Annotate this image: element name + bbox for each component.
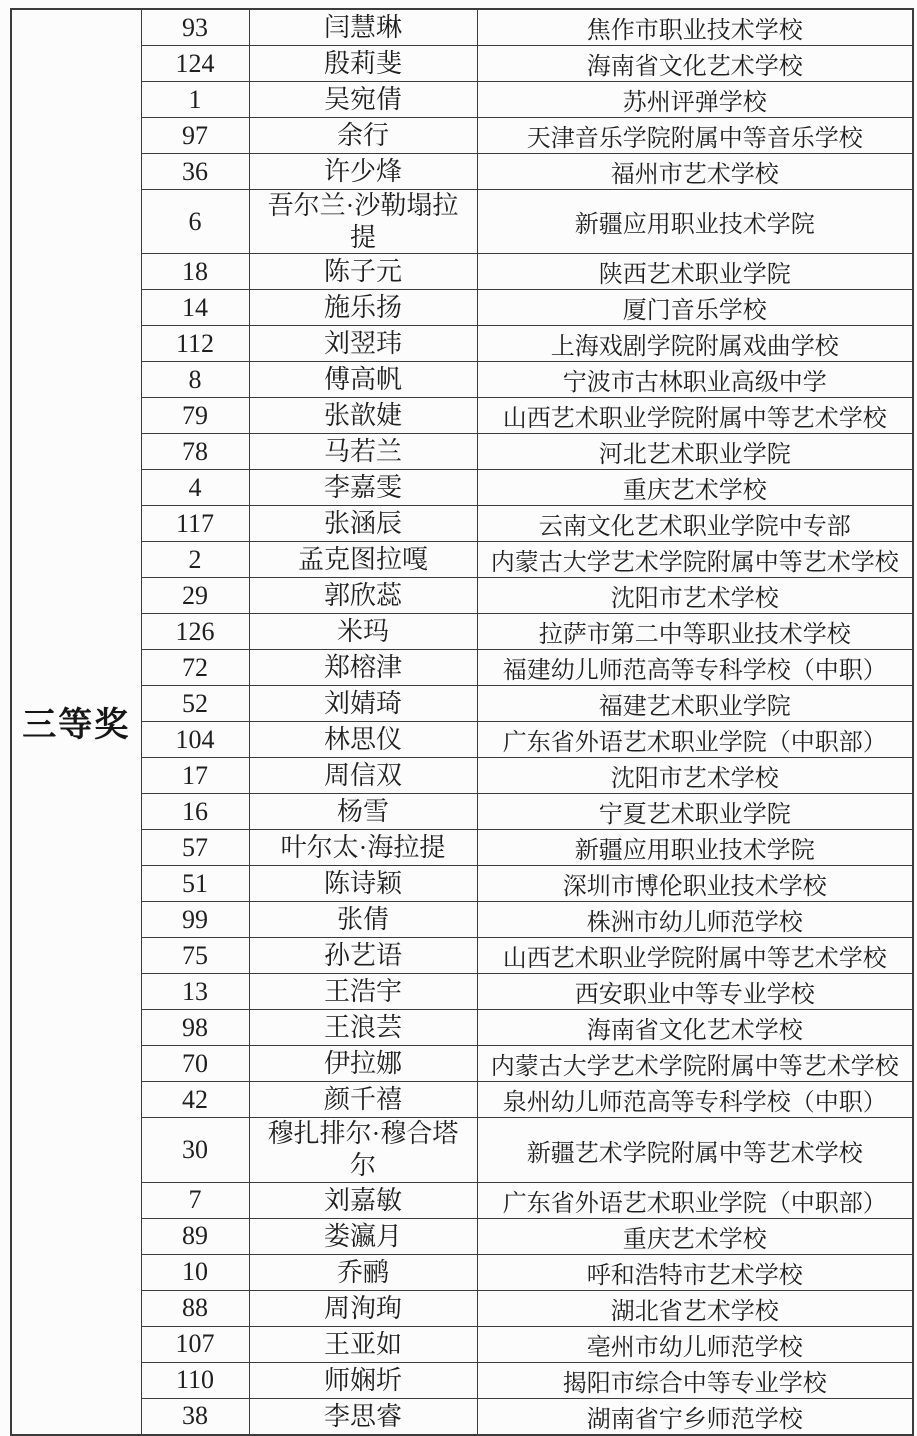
contestant-name: 乔鹂 <box>336 1257 389 1287</box>
row-school-cell: 天津音乐学院附属中等音乐学校 <box>477 118 913 154</box>
row-school-cell: 重庆艺术学校 <box>477 470 913 506</box>
row-school-cell: 海南省文化艺术学校 <box>477 46 913 82</box>
award-group-label: 三等奖 <box>11 9 141 1435</box>
row-school-cell: 亳州市幼儿师范学校 <box>477 1326 913 1362</box>
contestant-name: 陈子元 <box>323 257 402 287</box>
table-row <box>11 362 913 398</box>
row-name-cell <box>249 686 477 722</box>
row-name-cell <box>249 118 477 154</box>
row-number-cell: 75 <box>141 938 249 974</box>
row-number-cell: 8 <box>141 362 249 398</box>
table-row <box>11 190 913 254</box>
row-number-cell: 10 <box>141 1254 249 1290</box>
contestant-name: 林思仪 <box>323 725 402 755</box>
row-name-cell <box>249 434 477 470</box>
table-row <box>11 794 913 830</box>
contestant-name: 穆扎排尔·穆合塔尔 <box>267 1119 459 1181</box>
row-name-cell <box>249 470 477 506</box>
row-number-cell: 1 <box>141 82 249 118</box>
contestant-name: 刘嘉敏 <box>323 1185 402 1215</box>
contestant-name: 师娴圻 <box>323 1365 402 1395</box>
row-number-cell: 93 <box>141 9 249 46</box>
row-name-cell <box>249 938 477 974</box>
table-row <box>11 434 913 470</box>
row-school-cell: 苏州评弹学校 <box>477 82 913 118</box>
table-body <box>11 9 913 1435</box>
row-school-cell: 株洲市幼儿师范学校 <box>477 902 913 938</box>
row-number-cell: 52 <box>141 686 249 722</box>
row-school-cell: 福建艺术职业学院 <box>477 686 913 722</box>
row-school-cell: 厦门音乐学校 <box>477 290 913 326</box>
row-name-cell <box>249 1254 477 1290</box>
table-row <box>11 758 913 794</box>
row-name-cell <box>249 398 477 434</box>
contestant-name: 李思睿 <box>323 1401 402 1431</box>
row-name-cell <box>249 190 477 254</box>
row-number-cell: 126 <box>141 614 249 650</box>
row-name-cell <box>249 614 477 650</box>
contestant-name: 米玛 <box>336 617 389 647</box>
table-row <box>11 1218 913 1254</box>
table-row <box>11 1398 913 1435</box>
contestant-name: 施乐扬 <box>323 293 402 323</box>
row-name-cell <box>249 650 477 686</box>
row-school-cell: 新疆应用职业技术学院 <box>477 190 913 254</box>
row-number-cell: 97 <box>141 118 249 154</box>
contestant-name: 伊拉娜 <box>323 1049 402 1079</box>
row-number-cell: 98 <box>141 1010 249 1046</box>
row-name-cell <box>249 722 477 758</box>
row-number-cell: 107 <box>141 1326 249 1362</box>
table-row <box>11 1254 913 1290</box>
row-number-cell: 112 <box>141 326 249 362</box>
contestant-name: 闫慧琳 <box>323 12 402 42</box>
contestant-name: 周信双 <box>323 761 402 791</box>
table-row <box>11 470 913 506</box>
table-row <box>11 542 913 578</box>
row-school-cell: 宁波市古林职业高级中学 <box>477 362 913 398</box>
row-number-cell: 6 <box>141 190 249 254</box>
row-number-cell: 38 <box>141 1398 249 1435</box>
row-school-cell: 广东省外语艺术职业学院（中职部） <box>477 1182 913 1218</box>
row-number-cell: 88 <box>141 1290 249 1326</box>
row-number-cell: 30 <box>141 1118 249 1182</box>
row-name-cell <box>249 1218 477 1254</box>
row-school-cell: 泉州幼儿师范高等专科学校（中职） <box>477 1082 913 1118</box>
contestant-name: 张涵辰 <box>323 509 402 539</box>
contestant-name: 颜千禧 <box>323 1085 402 1115</box>
row-number-cell: 13 <box>141 974 249 1010</box>
contestant-name: 傅高帆 <box>323 365 402 395</box>
row-school-cell: 西安职业中等专业学校 <box>477 974 913 1010</box>
row-name-cell <box>249 974 477 1010</box>
row-number-cell: 79 <box>141 398 249 434</box>
contestant-name: 王浪芸 <box>323 1013 402 1043</box>
table-row <box>11 254 913 290</box>
contestant-name: 王浩宇 <box>323 977 402 1007</box>
row-school-cell: 内蒙古大学艺术学院附属中等艺术学校 <box>477 1046 913 1082</box>
row-name-cell <box>249 578 477 614</box>
table-row <box>11 650 913 686</box>
table-row <box>11 1182 913 1218</box>
contestant-name: 李嘉雯 <box>323 473 402 503</box>
row-school-cell: 山西艺术职业学院附属中等艺术学校 <box>477 398 913 434</box>
contestant-name: 郭欣蕊 <box>323 581 402 611</box>
contestant-name: 吾尔兰·沙勒塌拉提 <box>267 191 459 252</box>
row-school-cell: 山西艺术职业学院附属中等艺术学校 <box>477 938 913 974</box>
row-name-cell <box>249 1046 477 1082</box>
row-number-cell: 99 <box>141 902 249 938</box>
row-school-cell: 云南文化艺术职业学院中专部 <box>477 506 913 542</box>
row-name-cell <box>249 758 477 794</box>
row-name-cell <box>249 1118 477 1182</box>
row-number-cell: 70 <box>141 1046 249 1082</box>
contestant-name: 孙艺语 <box>323 941 402 971</box>
table-row <box>11 1290 913 1326</box>
row-number-cell: 36 <box>141 154 249 190</box>
table-row <box>11 506 913 542</box>
awards-table <box>10 8 914 1436</box>
row-school-cell: 内蒙古大学艺术学院附属中等艺术学校 <box>477 542 913 578</box>
row-name-cell <box>249 1182 477 1218</box>
row-school-cell: 拉萨市第二中等职业技术学校 <box>477 614 913 650</box>
table-row <box>11 902 913 938</box>
row-name-cell <box>249 506 477 542</box>
row-number-cell: 104 <box>141 722 249 758</box>
row-number-cell: 29 <box>141 578 249 614</box>
row-name-cell <box>249 794 477 830</box>
contestant-name: 刘翌玮 <box>323 329 402 359</box>
row-school-cell: 新疆应用职业技术学院 <box>477 830 913 866</box>
table-row <box>11 326 913 362</box>
row-name-cell <box>249 866 477 902</box>
table-row <box>11 1362 913 1398</box>
row-number-cell: 42 <box>141 1082 249 1118</box>
contestant-name: 许少烽 <box>323 156 402 186</box>
row-name-cell <box>249 362 477 398</box>
row-school-cell: 福州市艺术学校 <box>477 154 913 190</box>
table-row <box>11 614 913 650</box>
table-row <box>11 578 913 614</box>
contestant-name: 孟克图拉嘎 <box>297 545 428 575</box>
row-number-cell: 14 <box>141 290 249 326</box>
table-row <box>11 1046 913 1082</box>
row-school-cell: 河北艺术职业学院 <box>477 434 913 470</box>
row-school-cell: 沈阳市艺术学校 <box>477 758 913 794</box>
table-row <box>11 118 913 154</box>
row-name-cell <box>249 326 477 362</box>
row-name-cell <box>249 542 477 578</box>
row-number-cell: 18 <box>141 254 249 290</box>
contestant-name: 张倩 <box>336 905 389 935</box>
contestant-name: 娄瀛月 <box>323 1221 402 1251</box>
row-school-cell: 重庆艺术学校 <box>477 1218 913 1254</box>
table-row <box>11 398 913 434</box>
contestant-name: 殷莉斐 <box>323 48 402 78</box>
row-school-cell: 呼和浩特市艺术学校 <box>477 1254 913 1290</box>
row-number-cell: 57 <box>141 830 249 866</box>
row-name-cell <box>249 1398 477 1435</box>
row-name-cell <box>249 1082 477 1118</box>
row-school-cell: 揭阳市综合中等专业学校 <box>477 1362 913 1398</box>
row-number-cell: 117 <box>141 506 249 542</box>
contestant-name: 张歆婕 <box>323 401 402 431</box>
row-school-cell: 广东省外语艺术职业学院（中职部） <box>477 722 913 758</box>
row-name-cell <box>249 902 477 938</box>
table-row <box>11 1010 913 1046</box>
contestant-name: 吴宛倩 <box>323 84 402 114</box>
row-name-cell <box>249 290 477 326</box>
row-number-cell: 16 <box>141 794 249 830</box>
row-number-cell: 72 <box>141 650 249 686</box>
row-name-cell <box>249 1326 477 1362</box>
row-number-cell: 17 <box>141 758 249 794</box>
row-number-cell: 7 <box>141 1182 249 1218</box>
table-row <box>11 46 913 82</box>
contestant-name: 郑榕津 <box>323 653 402 683</box>
table-row <box>11 1326 913 1362</box>
contestant-name: 马若兰 <box>323 437 402 467</box>
table-row <box>11 9 913 46</box>
row-school-cell: 宁夏艺术职业学院 <box>477 794 913 830</box>
row-school-cell: 福建幼儿师范高等专科学校（中职） <box>477 650 913 686</box>
contestant-name: 杨雪 <box>336 797 389 827</box>
row-school-cell: 湖北省艺术学校 <box>477 1290 913 1326</box>
row-school-cell: 陕西艺术职业学院 <box>477 254 913 290</box>
row-name-cell <box>249 82 477 118</box>
row-name-cell <box>249 154 477 190</box>
row-school-cell: 海南省文化艺术学校 <box>477 1010 913 1046</box>
contestant-name: 王亚如 <box>323 1329 402 1359</box>
row-number-cell: 110 <box>141 1362 249 1398</box>
table-row <box>11 686 913 722</box>
contestant-name: 刘婧琦 <box>323 689 402 719</box>
row-name-cell <box>249 1010 477 1046</box>
table-row <box>11 830 913 866</box>
table-row <box>11 82 913 118</box>
row-name-cell <box>249 830 477 866</box>
row-name-cell <box>249 1362 477 1398</box>
row-name-cell <box>249 46 477 82</box>
row-school-cell: 湖南省宁乡师范学校 <box>477 1398 913 1435</box>
table-row <box>11 1082 913 1118</box>
row-number-cell: 2 <box>141 542 249 578</box>
table-row <box>11 974 913 1010</box>
table-row <box>11 866 913 902</box>
contestant-name: 叶尔太·海拉提 <box>280 833 446 863</box>
table-row <box>11 1118 913 1182</box>
row-school-cell: 新疆艺术学院附属中等艺术学校 <box>477 1118 913 1182</box>
table-row <box>11 154 913 190</box>
contestant-name: 陈诗颖 <box>323 869 402 899</box>
row-number-cell: 89 <box>141 1218 249 1254</box>
table-row <box>11 938 913 974</box>
table-row <box>11 290 913 326</box>
row-school-cell: 上海戏剧学院附属戏曲学校 <box>477 326 913 362</box>
row-number-cell: 4 <box>141 470 249 506</box>
row-school-cell: 深圳市博伦职业技术学校 <box>477 866 913 902</box>
row-name-cell <box>249 1290 477 1326</box>
row-number-cell: 124 <box>141 46 249 82</box>
contestant-name: 周洵珣 <box>323 1293 402 1323</box>
row-number-cell: 78 <box>141 434 249 470</box>
row-school-cell: 沈阳市艺术学校 <box>477 578 913 614</box>
table-row <box>11 722 913 758</box>
row-name-cell <box>249 9 477 46</box>
row-name-cell <box>249 254 477 290</box>
contestant-name: 余行 <box>336 120 389 150</box>
row-number-cell: 51 <box>141 866 249 902</box>
row-school-cell: 焦作市职业技术学校 <box>477 9 913 46</box>
